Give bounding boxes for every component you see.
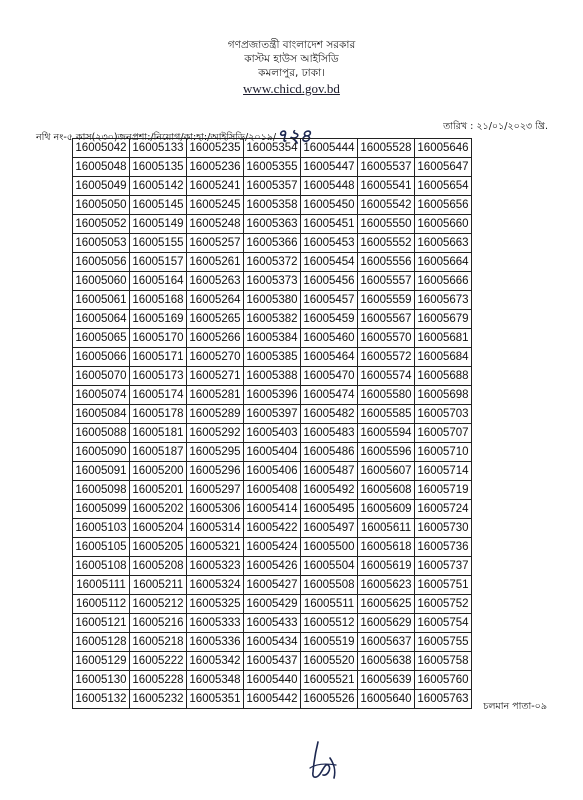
- roll-number-cell: 16005155: [130, 234, 187, 253]
- roll-number-cell: 16005363: [244, 215, 301, 234]
- roll-number-cell: 16005323: [187, 557, 244, 576]
- roll-number-cell: 16005084: [73, 405, 130, 424]
- table-row: [73, 253, 472, 272]
- roll-number-cell: 16005070: [73, 367, 130, 386]
- roll-number-cell: 16005508: [301, 576, 358, 595]
- roll-number-cell: 16005245: [187, 196, 244, 215]
- roll-number-cell: 16005426: [244, 557, 301, 576]
- roll-number-cell: 16005060: [73, 272, 130, 291]
- roll-number-cell: 16005372: [244, 253, 301, 272]
- roll-number-cell: 16005297: [187, 481, 244, 500]
- roll-number-cell: 16005437: [244, 652, 301, 671]
- roll-number-cell: 16005537: [358, 158, 415, 177]
- roll-number-cell: 16005408: [244, 481, 301, 500]
- roll-number-cell: 16005710: [415, 443, 472, 462]
- table-row: [73, 348, 472, 367]
- roll-number-cell: 16005354: [244, 139, 301, 158]
- roll-number-cell: 16005559: [358, 291, 415, 310]
- table-row: [73, 519, 472, 538]
- table-row: [73, 671, 472, 690]
- roll-number-cell: 16005552: [358, 234, 415, 253]
- roll-number-cell: 16005422: [244, 519, 301, 538]
- roll-number-cell: 16005623: [358, 576, 415, 595]
- roll-number-cell: 16005121: [73, 614, 130, 633]
- roll-number-cell: 16005656: [415, 196, 472, 215]
- roll-number-cell: 16005763: [415, 690, 472, 709]
- roll-number-cell: 16005638: [358, 652, 415, 671]
- roll-number-cell: 16005133: [130, 139, 187, 158]
- roll-number-cell: 16005342: [187, 652, 244, 671]
- roll-number-cell: 16005384: [244, 329, 301, 348]
- roll-number-cell: 16005218: [130, 633, 187, 652]
- roll-number-cell: 16005698: [415, 386, 472, 405]
- roll-number-cell: 16005429: [244, 595, 301, 614]
- roll-number-cell: 16005132: [73, 690, 130, 709]
- roll-number-cell: 16005061: [73, 291, 130, 310]
- roll-number-cell: 16005492: [301, 481, 358, 500]
- roll-number-cell: 16005049: [73, 177, 130, 196]
- memo-number-handwritten: ৭২৪: [276, 126, 312, 146]
- table-row: [73, 633, 472, 652]
- reference-row: [36, 116, 548, 146]
- roll-number-cell: 16005618: [358, 538, 415, 557]
- roll-number-cell: 16005295: [187, 443, 244, 462]
- roll-number-cell: 16005382: [244, 310, 301, 329]
- roll-number-cell: 16005444: [301, 139, 358, 158]
- roll-number-cell: 16005380: [244, 291, 301, 310]
- roll-number-cell: 16005099: [73, 500, 130, 519]
- roll-number-cell: 16005042: [73, 139, 130, 158]
- roll-number-cell: 16005257: [187, 234, 244, 253]
- table-row: [73, 272, 472, 291]
- roll-number-cell: 16005211: [130, 576, 187, 595]
- roll-number-cell: 16005336: [187, 633, 244, 652]
- roll-number-table-body: [73, 139, 472, 709]
- roll-number-cell: 16005442: [244, 690, 301, 709]
- roll-number-cell: 16005457: [301, 291, 358, 310]
- roll-number-cell: 16005248: [187, 215, 244, 234]
- table-row: [73, 424, 472, 443]
- table-row: [73, 139, 472, 158]
- roll-number-cell: 16005666: [415, 272, 472, 291]
- roll-number-cell: 16005366: [244, 234, 301, 253]
- roll-number-cell: 16005440: [244, 671, 301, 690]
- roll-number-cell: 16005528: [358, 139, 415, 158]
- roll-number-cell: 16005314: [187, 519, 244, 538]
- table-row: [73, 310, 472, 329]
- roll-number-cell: 16005724: [415, 500, 472, 519]
- roll-number-cell: 16005611: [358, 519, 415, 538]
- table-row: [73, 614, 472, 633]
- roll-number-cell: 16005241: [187, 177, 244, 196]
- roll-number-cell: 16005103: [73, 519, 130, 538]
- roll-number-cell: 16005235: [187, 139, 244, 158]
- roll-number-cell: 16005460: [301, 329, 358, 348]
- roll-number-cell: 16005663: [415, 234, 472, 253]
- roll-number-cell: 16005168: [130, 291, 187, 310]
- table-row: [73, 443, 472, 462]
- roll-number-cell: 16005333: [187, 614, 244, 633]
- table-row: [73, 690, 472, 709]
- roll-number-cell: 16005497: [301, 519, 358, 538]
- roll-number-cell: 16005521: [301, 671, 358, 690]
- roll-number-cell: 16005486: [301, 443, 358, 462]
- roll-number-cell: 16005427: [244, 576, 301, 595]
- roll-number-cell: 16005526: [301, 690, 358, 709]
- roll-number-cell: 16005625: [358, 595, 415, 614]
- roll-number-cell: 16005608: [358, 481, 415, 500]
- roll-number-cell: 16005065: [73, 329, 130, 348]
- roll-number-cell: 16005424: [244, 538, 301, 557]
- roll-number-cell: 16005142: [130, 177, 187, 196]
- table-row: [73, 405, 472, 424]
- roll-number-cell: 16005216: [130, 614, 187, 633]
- table-row: [73, 557, 472, 576]
- roll-number-cell: 16005208: [130, 557, 187, 576]
- roll-number-cell: 16005707: [415, 424, 472, 443]
- roll-number-cell: 16005456: [301, 272, 358, 291]
- roll-number-cell: 16005574: [358, 367, 415, 386]
- roll-number-cell: 16005296: [187, 462, 244, 481]
- table-row: [73, 329, 472, 348]
- roll-number-cell: 16005281: [187, 386, 244, 405]
- roll-number-cell: 16005487: [301, 462, 358, 481]
- roll-number-cell: 16005289: [187, 405, 244, 424]
- roll-number-cell: 16005451: [301, 215, 358, 234]
- roll-number-cell: 16005404: [244, 443, 301, 462]
- roll-number-cell: 16005105: [73, 538, 130, 557]
- roll-number-cell: 16005271: [187, 367, 244, 386]
- roll-number-cell: 16005580: [358, 386, 415, 405]
- roll-number-cell: 16005637: [358, 633, 415, 652]
- roll-number-cell: 16005752: [415, 595, 472, 614]
- roll-number-cell: 16005056: [73, 253, 130, 272]
- roll-number-cell: 16005684: [415, 348, 472, 367]
- office-address: কমলাপুর, ঢাকা।: [258, 67, 325, 79]
- roll-number-cell: 16005654: [415, 177, 472, 196]
- roll-number-cell: 16005567: [358, 310, 415, 329]
- roll-number-cell: 16005204: [130, 519, 187, 538]
- roll-number-cell: 16005594: [358, 424, 415, 443]
- continued-page-note: চলমান পাতা-০৯: [483, 701, 547, 712]
- office-name: কাস্টম হাউস আইসিডি: [244, 53, 339, 65]
- roll-number-cell: 16005201: [130, 481, 187, 500]
- roll-number-cell: 16005135: [130, 158, 187, 177]
- roll-number-cell: 16005609: [358, 500, 415, 519]
- roll-number-cell: 16005130: [73, 671, 130, 690]
- roll-number-cell: 16005053: [73, 234, 130, 253]
- roll-number-cell: 16005090: [73, 443, 130, 462]
- roll-number-cell: 16005403: [244, 424, 301, 443]
- roll-number-cell: 16005464: [301, 348, 358, 367]
- roll-number-cell: 16005754: [415, 614, 472, 633]
- roll-number-cell: 16005145: [130, 196, 187, 215]
- roll-number-cell: 16005556: [358, 253, 415, 272]
- roll-number-cell: 16005511: [301, 595, 358, 614]
- roll-number-cell: 16005664: [415, 253, 472, 272]
- table-row: [73, 177, 472, 196]
- roll-number-cell: 16005751: [415, 576, 472, 595]
- table-row: [73, 215, 472, 234]
- memo-date: তারিখ : ২১/০১/২০২৩ খ্রি.: [443, 121, 548, 132]
- roll-number-cell: 16005325: [187, 595, 244, 614]
- table-row: [73, 595, 472, 614]
- roll-number-cell: 16005433: [244, 614, 301, 633]
- roll-number-cell: 16005453: [301, 234, 358, 253]
- roll-number-cell: 16005052: [73, 215, 130, 234]
- roll-number-cell: 16005048: [73, 158, 130, 177]
- roll-number-cell: 16005187: [130, 443, 187, 462]
- roll-number-cell: 16005450: [301, 196, 358, 215]
- roll-number-cell: 16005170: [130, 329, 187, 348]
- memo-reference-prefix: নথি নং-৫ কাস(২৩০)জনপ্রশা:/নিয়োগ/কা:হা:/আইসিডি/২০১৯/: [36, 132, 277, 143]
- roll-number-cell: 16005263: [187, 272, 244, 291]
- roll-number-cell: 16005181: [130, 424, 187, 443]
- table-row: [73, 462, 472, 481]
- roll-number-cell: 16005236: [187, 158, 244, 177]
- roll-number-cell: 16005264: [187, 291, 244, 310]
- roll-number-cell: 16005483: [301, 424, 358, 443]
- roll-number-cell: 16005647: [415, 158, 472, 177]
- roll-number-cell: 16005470: [301, 367, 358, 386]
- roll-number-cell: 16005557: [358, 272, 415, 291]
- roll-number-cell: 16005321: [187, 538, 244, 557]
- roll-number-cell: 16005434: [244, 633, 301, 652]
- roll-number-cell: 16005202: [130, 500, 187, 519]
- roll-number-cell: 16005265: [187, 310, 244, 329]
- roll-number-cell: 16005324: [187, 576, 244, 595]
- roll-number-cell: 16005504: [301, 557, 358, 576]
- roll-number-cell: 16005619: [358, 557, 415, 576]
- table-row: [73, 481, 472, 500]
- roll-number-cell: 16005129: [73, 652, 130, 671]
- government-name: গণপ্রজাতন্ত্রী বাংলাদেশ সরকার: [227, 39, 356, 51]
- roll-number-cell: 16005355: [244, 158, 301, 177]
- roll-number-cell: 16005629: [358, 614, 415, 633]
- roll-number-cell: 16005222: [130, 652, 187, 671]
- roll-number-cell: 16005178: [130, 405, 187, 424]
- roll-number-cell: 16005385: [244, 348, 301, 367]
- roll-number-cell: 16005088: [73, 424, 130, 443]
- table-row: [73, 367, 472, 386]
- roll-number-cell: 16005703: [415, 405, 472, 424]
- roll-number-cell: 16005397: [244, 405, 301, 424]
- roll-number-cell: 16005406: [244, 462, 301, 481]
- roll-number-cell: 16005205: [130, 538, 187, 557]
- roll-number-cell: 16005292: [187, 424, 244, 443]
- roll-number-cell: 16005091: [73, 462, 130, 481]
- roll-number-cell: 16005482: [301, 405, 358, 424]
- roll-number-cell: 16005520: [301, 652, 358, 671]
- roll-number-cell: 16005414: [244, 500, 301, 519]
- roll-number-cell: 16005542: [358, 196, 415, 215]
- website-link[interactable]: www.chicd.gov.bd: [243, 81, 340, 96]
- table-row: [73, 196, 472, 215]
- roll-number-cell: 16005758: [415, 652, 472, 671]
- roll-number-cell: 16005164: [130, 272, 187, 291]
- roll-number-cell: 16005108: [73, 557, 130, 576]
- roll-number-cell: 16005358: [244, 196, 301, 215]
- roll-number-cell: 16005157: [130, 253, 187, 272]
- roll-number-cell: 16005541: [358, 177, 415, 196]
- table-row: [73, 291, 472, 310]
- roll-number-cell: 16005064: [73, 310, 130, 329]
- roll-number-cell: 16005357: [244, 177, 301, 196]
- roll-number-cell: 16005495: [301, 500, 358, 519]
- roll-number-cell: 16005730: [415, 519, 472, 538]
- table-row: [73, 576, 472, 595]
- table-row: [73, 158, 472, 177]
- roll-number-cell: 16005639: [358, 671, 415, 690]
- table-row: [73, 500, 472, 519]
- roll-number-cell: 16005212: [130, 595, 187, 614]
- roll-number-table: [72, 138, 472, 709]
- table-row: [73, 386, 472, 405]
- roll-number-cell: 16005660: [415, 215, 472, 234]
- roll-number-cell: 16005714: [415, 462, 472, 481]
- roll-number-cell: 16005306: [187, 500, 244, 519]
- roll-number-cell: 16005348: [187, 671, 244, 690]
- roll-number-cell: 16005270: [187, 348, 244, 367]
- table-row: [73, 538, 472, 557]
- roll-number-cell: 16005128: [73, 633, 130, 652]
- roll-number-cell: 16005050: [73, 196, 130, 215]
- roll-number-cell: 16005388: [244, 367, 301, 386]
- roll-number-cell: 16005098: [73, 481, 130, 500]
- roll-number-cell: 16005596: [358, 443, 415, 462]
- roll-number-cell: 16005066: [73, 348, 130, 367]
- roll-number-cell: 16005169: [130, 310, 187, 329]
- roll-number-cell: 16005149: [130, 215, 187, 234]
- roll-number-cell: 16005607: [358, 462, 415, 481]
- roll-number-cell: 16005373: [244, 272, 301, 291]
- roll-number-cell: 16005396: [244, 386, 301, 405]
- roll-number-cell: 16005171: [130, 348, 187, 367]
- table-row: [73, 652, 472, 671]
- table-row: [73, 234, 472, 253]
- roll-number-cell: 16005351: [187, 690, 244, 709]
- roll-number-cell: 16005448: [301, 177, 358, 196]
- letterhead: [0, 38, 583, 97]
- roll-number-cell: 16005200: [130, 462, 187, 481]
- roll-number-cell: 16005673: [415, 291, 472, 310]
- roll-number-cell: 16005111: [73, 576, 130, 595]
- roll-number-cell: 16005266: [187, 329, 244, 348]
- roll-number-cell: 16005261: [187, 253, 244, 272]
- roll-number-cell: 16005459: [301, 310, 358, 329]
- roll-number-cell: 16005736: [415, 538, 472, 557]
- roll-number-cell: 16005640: [358, 690, 415, 709]
- roll-number-cell: 16005737: [415, 557, 472, 576]
- roll-number-cell: 16005500: [301, 538, 358, 557]
- roll-number-cell: 16005755: [415, 633, 472, 652]
- roll-number-cell: 16005112: [73, 595, 130, 614]
- roll-number-cell: 16005585: [358, 405, 415, 424]
- roll-number-cell: 16005679: [415, 310, 472, 329]
- roll-number-cell: 16005550: [358, 215, 415, 234]
- roll-number-cell: 16005646: [415, 139, 472, 158]
- roll-number-cell: 16005232: [130, 690, 187, 709]
- roll-number-cell: 16005519: [301, 633, 358, 652]
- roll-number-cell: 16005174: [130, 386, 187, 405]
- roll-number-cell: 16005474: [301, 386, 358, 405]
- roll-number-cell: 16005688: [415, 367, 472, 386]
- roll-number-cell: 16005173: [130, 367, 187, 386]
- roll-number-cell: 16005719: [415, 481, 472, 500]
- roll-number-cell: 16005447: [301, 158, 358, 177]
- roll-number-cell: 16005572: [358, 348, 415, 367]
- roll-number-cell: 16005760: [415, 671, 472, 690]
- roll-number-cell: 16005512: [301, 614, 358, 633]
- roll-number-cell: 16005228: [130, 671, 187, 690]
- roll-number-cell: 16005454: [301, 253, 358, 272]
- signature-icon: [296, 738, 356, 782]
- roll-number-cell: 16005074: [73, 386, 130, 405]
- roll-number-cell: 16005681: [415, 329, 472, 348]
- roll-number-cell: 16005570: [358, 329, 415, 348]
